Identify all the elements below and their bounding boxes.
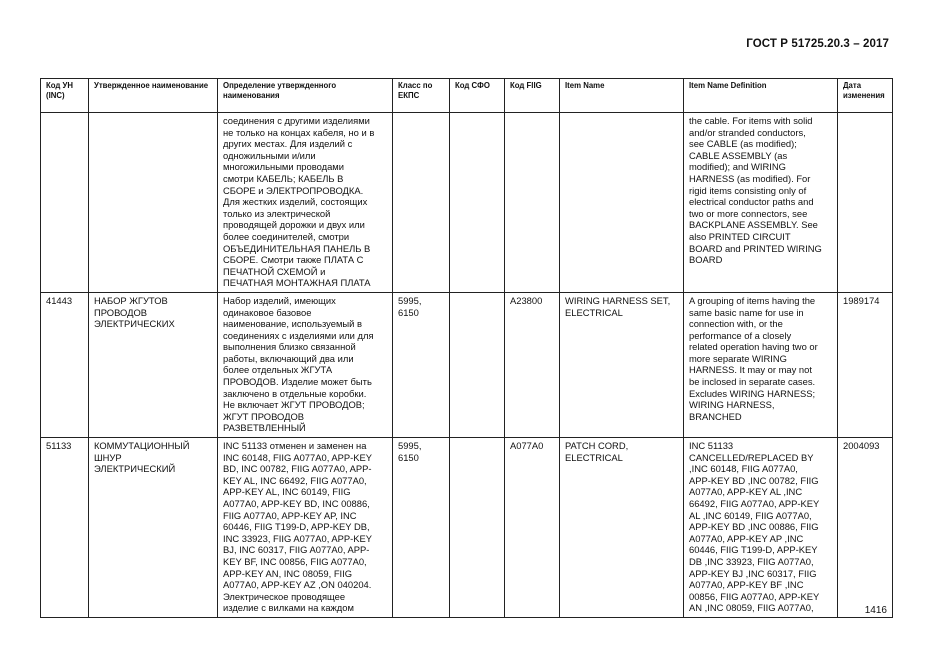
- cell-fiig: [505, 113, 560, 293]
- table-row: [41, 292, 893, 437]
- col-header-fiig: Код FIIG: [505, 79, 560, 113]
- cell-fiig: A077A0: [505, 438, 560, 618]
- cell-inc: 51133: [41, 438, 89, 618]
- cell-change-date: [838, 113, 893, 293]
- document-header: ГОСТ Р 51725.20.3 – 2017: [746, 38, 889, 50]
- cell-change-date: 2004093: [838, 438, 893, 618]
- cell-fiig: A23800: [505, 292, 560, 437]
- item-names-table: [40, 78, 893, 618]
- cell-class: 5995, 6150: [393, 292, 450, 437]
- cell-sfo: [450, 292, 505, 437]
- cell-sfo: [450, 113, 505, 293]
- cell-inc: [41, 113, 89, 293]
- cell-definition: Набор изделий, имеющих одинаковое базовое наименование, используемый в соединениях с изделиями или для выполнения близко связанной работы, включающий два или более отдельных ЖГУТА ПРОВОДОВ. Изделие может быть заключено в отдельные коробки. Не включает ЖГУТ ПРОВОДОВ; ЖГУТ ПРОВОДОВ РАЗВЕТВЛЕННЫЙ: [218, 292, 393, 437]
- col-header-item-name: Item Name: [560, 79, 684, 113]
- cell-change-date: 1989174: [838, 292, 893, 437]
- col-header-definition: Определение утвержденного наименования: [218, 79, 393, 113]
- cell-item-name: [560, 113, 684, 293]
- col-header-change-date: Дата изменения: [838, 79, 893, 113]
- cell-item-name-definition: the cable. For items with solid and/or stranded conductors, see CABLE (as modified); CABLE ASSEMBLY (as modified); and WIRING HARNESS (as modified). For rigid items consisting only of electrical conductor paths and two or more connectors, see BACKPLANE ASSEMBLY. See also PRINTED CIRCUIT BOARD and PRINTED WIRING BOARD: [684, 113, 838, 293]
- col-header-item-name-definition: Item Name Definition: [684, 79, 838, 113]
- table-row: [41, 113, 893, 293]
- cell-item-name-definition: INC 51133 CANCELLED/REPLACED BY ,INC 60148, FIIG A077A0, APP-KEY BD ,INC 00782, FIIG A077A0, APP-KEY AL ,INC 66492, FIIG A077A0, APP-KEY AL ,INC 60149, FIIG A077A0, APP-KEY BD ,INC 00886, FIIG A077A0, APP-KEY AP ,INC 60446, FIIG T199-D, APP-KEY DB ,INC 33923, FIIG A077A0, APP-KEY BJ ,INC 60317, FIIG A077A0, APP-KEY BF ,INC 00856, FIIG A077A0, APP-KEY AN ,INC 08059, FIIG A077A0,: [684, 438, 838, 618]
- cell-item-name-definition: A grouping of items having the same basic name for use in connection with, or the performance of a closely related operation having two or more separate WIRING HARNESS. It may or may not be inclosed in separate cases. Excludes WIRING HARNESS; WIRING HARNESS, BRANCHED: [684, 292, 838, 437]
- cell-inc: 41443: [41, 292, 89, 437]
- col-header-sfo: Код СФО: [450, 79, 505, 113]
- cell-item-name: WIRING HARNESS SET, ELECTRICAL: [560, 292, 684, 437]
- col-header-class: Класс по ЕКПС: [393, 79, 450, 113]
- cell-class: [393, 113, 450, 293]
- cell-sfo: [450, 438, 505, 618]
- table-row: [41, 438, 893, 618]
- cell-approved-name: НАБОР ЖГУТОВ ПРОВОДОВ ЭЛЕКТРИЧЕСКИХ: [89, 292, 218, 437]
- cell-definition: соединения с другими изделиями не только на концах кабеля, но и в других местах. Для изделий с одножильными и/или многожильными проводами смотри КАБЕЛЬ; КАБЕЛЬ В СБОРЕ и ЭЛЕКТРОПРОВОДКА. Для жестких изделий, состоящих только из электрической проводящей дорожки и двух или более соединителей, смотри ОБЪЕДИНИТЕЛЬНАЯ ПАНЕЛЬ В СБОРЕ. Смотри также ПЛАТА С ПЕЧАТНОЙ СХЕМОЙ и ПЕЧАТНАЯ МОНТАЖНАЯ ПЛАТА: [218, 113, 393, 293]
- cell-approved-name: КОММУТАЦИОННЫЙ ШНУР ЭЛЕКТРИЧЕСКИЙ: [89, 438, 218, 618]
- col-header-approved-name: Утвержденное наименование: [89, 79, 218, 113]
- col-header-inc: Код УН (INC): [41, 79, 89, 113]
- cell-class: 5995, 6150: [393, 438, 450, 618]
- cell-approved-name: [89, 113, 218, 293]
- page-number: 1416: [864, 605, 887, 616]
- table-header-row: [41, 79, 893, 113]
- cell-definition: INC 51133 отменен и заменен на INC 60148, FIIG A077A0, APP-KEY BD, INC 00782, FIIG A077A0, APP- KEY AL, INC 66492, FIIG A077A0, APP-KEY AL, INC 60149, FIIG A077A0, APP-KEY BD, INC 00886, FIIG A077A0, APP-KEY AP, INC 60446, FIIG T199-D, APP-KEY DB, INC 33923, FIIG A077A0, APP-KEY BJ, INC 60317, FIIG A077A0, APP- KEY BF, INC 00856, FIIG A077A0, APP-KEY AN, INC 08059, FIIG A077A0, APP-KEY AZ ,ON 040204. Электрическое проводящее изделие с вилками на каждом: [218, 438, 393, 618]
- cell-item-name: PATCH CORD, ELECTRICAL: [560, 438, 684, 618]
